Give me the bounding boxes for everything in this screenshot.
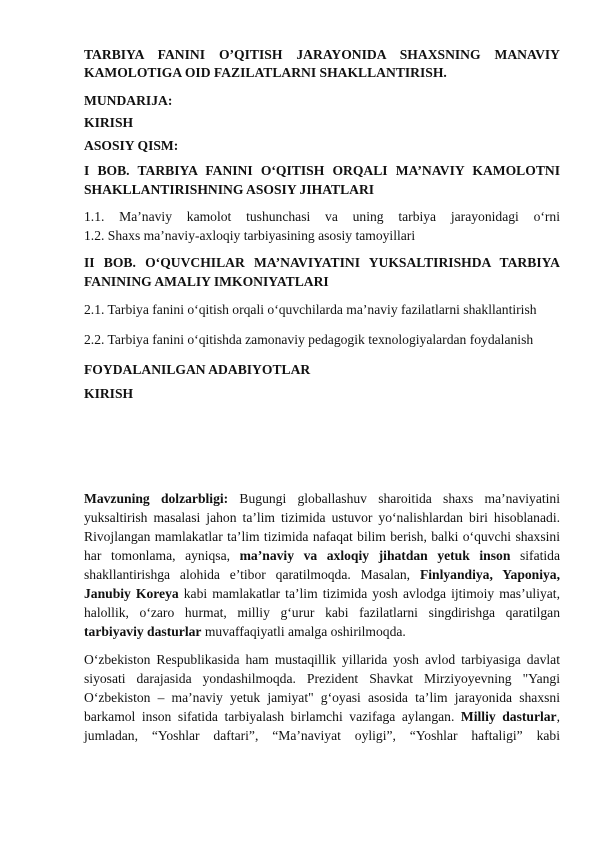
toc-item-2-2: 2.2. Tarbiya fanini o‘qitishda zamonaviy pedagogik texnologiyalardan foydalanish [84, 332, 534, 347]
toc-item-2-1: 2.1. Tarbiya fanini o‘qitish orqali o‘quvchilarda ma’naviy fazilatlarni shakllantirish [84, 302, 537, 317]
document-title: TARBIYA FANINI O’QITISH JARAYONIDA SHAXSNING MANAVIY KAMOLOTIGA OID FAZILATLARNI SHAKLLANTIRISH. [84, 47, 560, 80]
paragraph-uzbekistan [84, 650, 560, 745]
paragraph-bold: tarbiyaviy dasturlar [84, 624, 202, 639]
toc-intro: KIRISH [84, 115, 134, 130]
toc-heading: MUNDARIJA: [84, 93, 173, 108]
toc-chapter-1-title: I BOB. TARBIYA FANINI O‘QITISH ORQALI MA’NAVIY KAMOLOTNI SHAKLLANTIRISHNING ASOSIY JIHATLARI [84, 163, 560, 197]
paragraph-bold: Milliy dasturlar [460, 709, 557, 724]
paragraph-text: Bugungi globallashuv sharoitida shaxs ma’naviyatini yuksaltirish masalasi jahon ta’lim tizimida ustuvor yo‘nalishlardan biri hisoblanadi. Rivojlangan mamlakatlar ta’lim tizimida nafaqat bilim berish, balki o‘quvchi shaxsini har tomonlama, ayniqsa, [84, 491, 560, 563]
toc-intro-section: KIRISH [84, 386, 134, 401]
paragraph-text: O‘zbekiston Respublikasida ham mustaqillik yillarida yosh avlod tarbiyasiga davlat siyosati darajasida yondashilmoqda. Prezident Shavkat Mirziyoyevning "Yangi O‘zbekiston – ma’naviy yetuk jamiyat" g‘oyasi asosida ta’lim jarayonida shaxsni barkamol inson sifatida tarbiyalash birlamchi vazifaga aylangan. [84, 652, 560, 724]
toc-main-part: ASOSIY QISM: [84, 138, 179, 153]
paragraph-bold: ma’naviy va axloqiy jihatdan yetuk inson [239, 548, 511, 563]
paragraph-relevance [84, 489, 560, 641]
paragraph-text: muvaffaqiyatli amalga oshirilmoqda. [201, 624, 406, 639]
paragraph-bold: Finlyandiya, Yaponiya, Janubiy Koreya [84, 567, 561, 601]
document-page [84, 46, 560, 745]
toc-chapter-2-title: II BOB. O‘QUVCHILAR MA’NAVIYATINI YUKSALTIRISHDA TARBIYA FANINING AMALIY IMKONIYATLARI [84, 255, 560, 289]
paragraph-lead: Mavzuning dolzarbligi: [84, 491, 229, 506]
toc-item-1-2: 1.2. Shaxs ma’naviy-axloqiy tarbiyasining asosiy tamoyillari [84, 228, 416, 243]
toc-item-1-1: 1.1. Ma’naviy kamolot tushunchasi va uning tarbiya jarayonidagi o‘rni [84, 209, 560, 224]
paragraph-text: , jumladan, “Yoshlar daftari”, “Ma’naviyat oyligi”, “Yoshlar haftaligi” kabi [84, 709, 560, 743]
paragraph-text: sifatida shakllantirishga alohida e’tibor qaratilmoqda. Masalan, [84, 548, 560, 582]
toc-references: FOYDALANILGAN ADABIYOTLAR [84, 362, 311, 377]
paragraph-text: kabi mamlakatlar ta’lim tizimida yosh avlodga ijtimoiy mas’uliyat, halollik, o‘zaro hurmat, milliy g‘urur kabi fazilatlarni singdirishga qaratilgan [84, 586, 560, 620]
